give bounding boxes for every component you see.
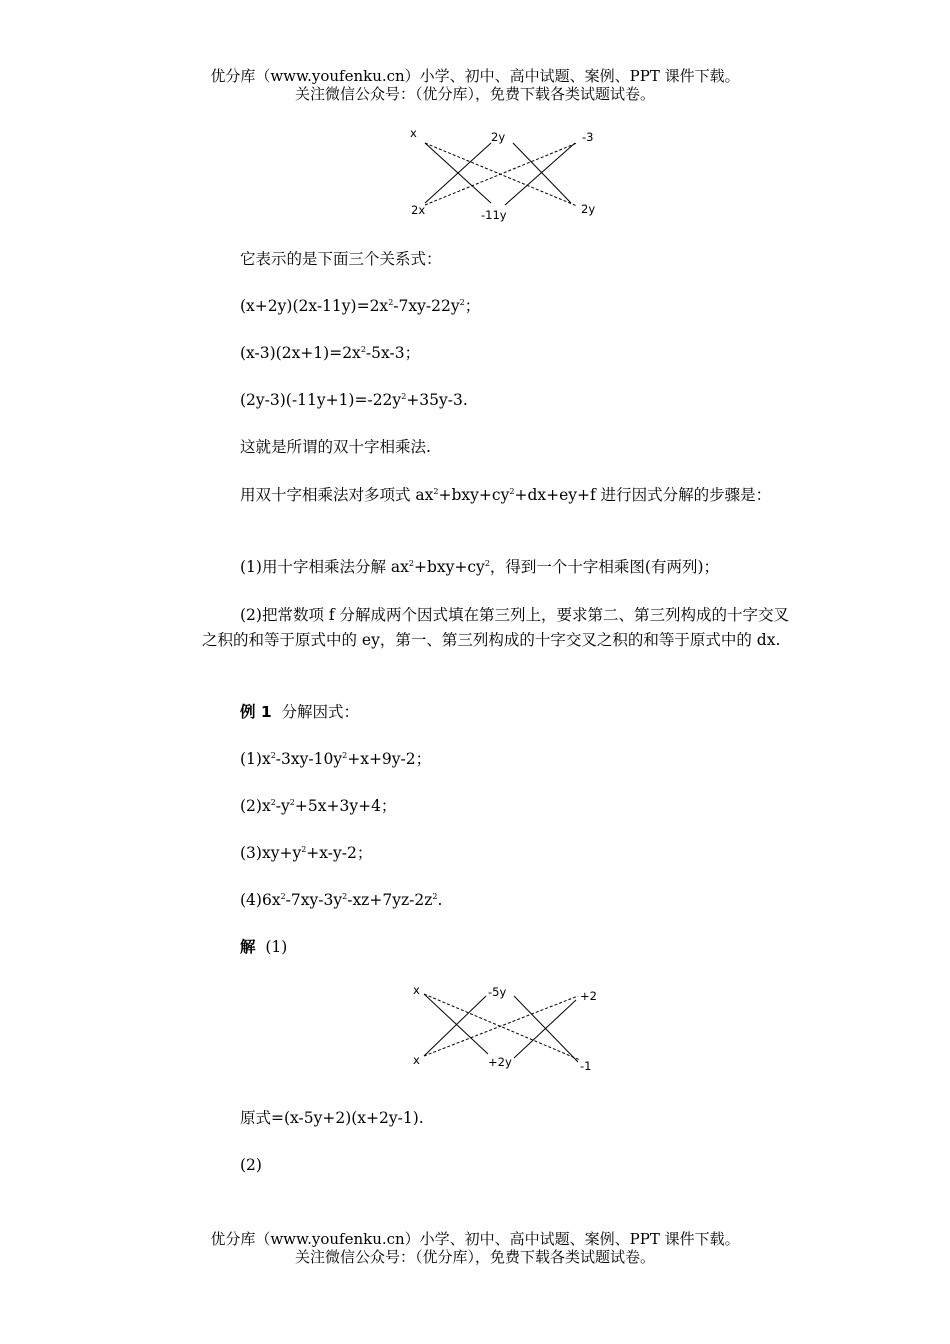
problem-4: $(4)6x^2-7xy-3y^2-xz+7yz-2z^2$. <box>240 891 443 909</box>
d2-c2-top: -5y <box>488 985 507 999</box>
d2-c1-top: x <box>413 983 420 997</box>
problem-1: $(1)x^2-3xy-10y^2+x+9y-2$； <box>240 750 432 768</box>
d1-c2-top: 2y <box>491 130 506 144</box>
intro-text: 它表示的是下面三个关系式： <box>240 250 442 268</box>
page-footer <box>0 1230 950 1266</box>
cross-diagram-2 <box>408 982 608 1077</box>
d1-c1-bot: 2x <box>411 203 426 217</box>
step-1: (1)用十字相乘法分解 $ax^2+bxy+cy^2$，得到一个十字相乘图(有两列)； <box>240 558 720 576</box>
equation-3: $(2y-3)(-11y+1)=-22y^2+35y-3$. <box>240 391 468 409</box>
d2-dash-2 <box>424 996 578 1056</box>
d2-line-4 <box>514 996 578 1062</box>
d2-c1-bot: x <box>413 1053 420 1067</box>
d2-line-3 <box>514 1000 576 1058</box>
cross-diagram-1 <box>405 125 605 225</box>
d1-dash-2 <box>425 143 577 205</box>
d2-c3-bot: -1 <box>580 1059 592 1073</box>
d2-c2-bot: +2y <box>488 1055 512 1069</box>
d2-c3-top: +2 <box>580 989 597 1003</box>
example-label: 例 1 <box>240 703 272 721</box>
solution-heading: 解 (1) <box>240 938 288 956</box>
d1-line-4 <box>513 143 571 203</box>
d1-c1-top: x <box>410 126 417 140</box>
method-name: 这就是所谓的双十字相乘法. <box>240 438 431 456</box>
problem-3: $(3)xy+y^2+x-y-2$； <box>240 844 373 862</box>
page-header <box>0 67 950 103</box>
header-line-1: 优分库（www.youfenku.cn）小学、初中、高中试题、案例、PPT 课件下载。 <box>210 67 740 85</box>
example-1-heading: 例 1 分解因式： <box>240 703 360 721</box>
d1-c2-bot: -11y <box>481 208 507 222</box>
footer-line-2: 关注微信公众号：（优分库），免费下载各类试题试卷。 <box>294 1248 655 1266</box>
steps-intro: 用双十字相乘法对多项式 $ax^2+bxy+cy^2+dx+ey+f$ 进行因式分解的步骤是： <box>240 486 772 504</box>
d2-line-1 <box>424 996 486 1056</box>
header-line-2: 关注微信公众号：（优分库），免费下载各类试题试卷。 <box>294 85 655 103</box>
step-2: (2)把常数项 f 分解成两个因式填在第三列上，要求第二、第三列构成的十字交叉之积的和等于原式中的 ey，第一、第三列构成的十字交叉之积的和等于原式中的 dx. <box>202 606 790 649</box>
d1-c3-top: -3 <box>582 130 594 144</box>
problem-2: $(2)x^2-y^2+5x+3y+4$； <box>240 797 397 815</box>
equation-2: $(x-3)(2x+1)=2x^2-5x-3$； <box>240 344 421 362</box>
result-1: 原式=(x-5y+2)(x+2y-1). <box>240 1109 424 1127</box>
footer-line-1: 优分库（www.youfenku.cn）小学、初中、高中试题、案例、PPT 课件下载。 <box>210 1230 740 1248</box>
solution-label: 解 <box>240 938 256 956</box>
d1-c3-bot: 2y <box>581 202 596 216</box>
equation-1: $(x+2y)(2x-11y)=2x^2-7xy-22y^2$； <box>240 297 481 315</box>
part-2-label: (2) <box>240 1156 262 1174</box>
